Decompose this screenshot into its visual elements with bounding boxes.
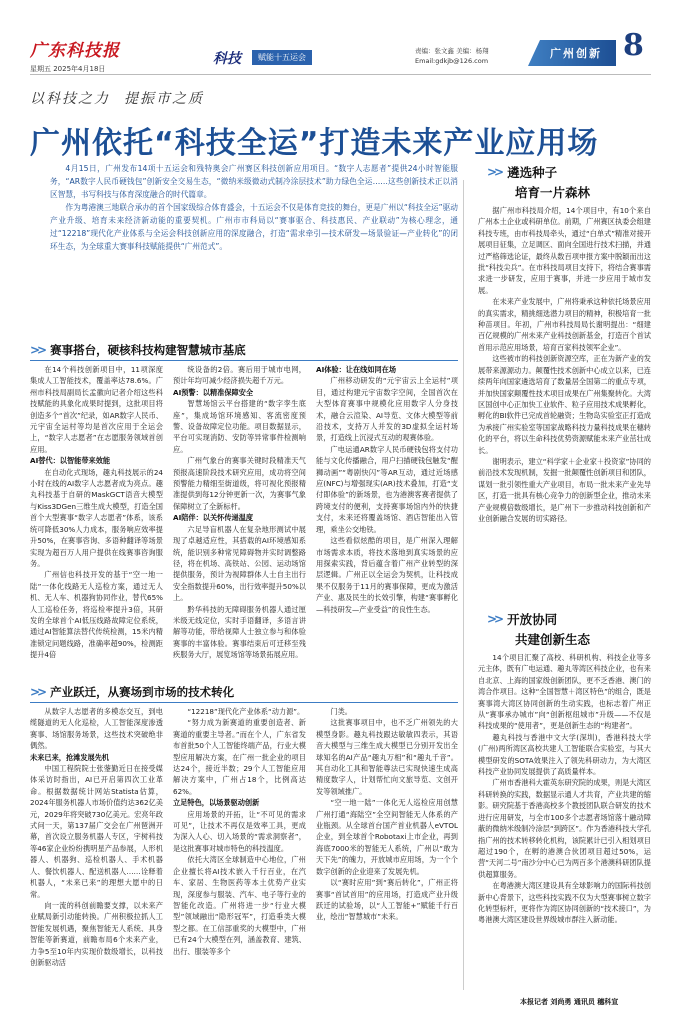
header-divider: [30, 74, 651, 75]
paragraph: 这些被市的科技创新资源空库，正在为新产业的发展带来源源动力。颠覆性技术创新中心成立以来，已连续两年向国家遴选培育了数量居全国第二的重点专项，并加快国家颠覆性技术项目成果在广州集聚转化。大湾区国创中心正加快工业软件、粒子应用技术成果孵化，孵化的BI软件已完成首轮融资；生物岛实验室正打造成为承接广州实验室等国家战略科技力量科技成果在穗转化的平台，将以生命科技优势资源赋能未来产业茁壮成长。: [478, 354, 651, 455]
paragraph: 在14个科技创新项目中，11项深度集成人工智能技术，覆盖率达78.6%。广州市科技局副局长孟徽向记者介绍这些科技赋能的具象化成果时提到，这批项目将创造多个“首次”纪录，如AR数字人民币、元宇宙全运村等均是首次应用于全运会上，“数字人志愿者”在志愿服务领域首创应用。: [30, 365, 163, 454]
kicker-part-1: 以科技之力: [30, 91, 110, 107]
article-column: [173, 364, 306, 661]
section-title-line-1: 开放协同: [507, 612, 558, 627]
subheading: AI替代：以智能带来效能: [30, 456, 111, 466]
column-tag: 赋能十五运会: [252, 50, 312, 65]
lead-para-2: 作为粤港澳三地联合承办的首个国家级综合体育盛会，十五运会不仅是体育竞技的舞台，更是广州以“科技全运”驱动产业升级、培育未来经济新动能的重要契机。广州市市科局以“赛事驱合、科技惠民、产业联动”为核心理念，通过“12218”现代化产业体系与全运会科技创新应用的深度融合，打造“需求牵引—技术研发—场景验证—产业转化”的闭环生态，为全球重大赛事科技赋能提供“广州范式”。: [50, 203, 458, 251]
editor-email: Email:gdkjb@126.com: [415, 57, 489, 65]
paragraph: 门类。: [330, 707, 352, 716]
paragraph: 广州信也科技开发的基于“空一地一陆”一体化线路无人巡检方案，通过无人机、无人车、机器狗协同作业，替代65%人工巡检任务，将巡检率提升3倍，其研发的全球首个AI低压线路故障定位系统，通过AI智能算法替代传统检测，15米内精准锁定问题线路，准确率超90%，检测距提升4倍: [30, 570, 163, 660]
section-heading-2: [30, 684, 458, 703]
paragraph: 广州移动研发的“元宇宙云上全运村”项目，通过构建元宇宙数字空间，全国首次在大型体育赛事中规模化应用数字人分身技术，融合云渲染、AI导览、文体大模型等前沿技术，支持万人并发的3D虚拟全运村场景，打造线上沉浸式互动的观赛体验。: [316, 376, 458, 443]
editor-names: 责编：张文鑫 美编：杨翔: [415, 47, 489, 55]
chevron-icon: >>: [30, 685, 45, 699]
paragraph: 在粤港澳大湾区建设具有全球影响力的国际科技创新中心背景下，这些科技实践不仅为大型赛事树立数字化转型标杆，更将作为湾区协同创新的“技术接口”，为粤港澳大湾区建设世界级城市群注入新动能。: [478, 881, 651, 925]
issue-date: 星期五 2025年4月18日: [30, 65, 106, 73]
article-column: [30, 706, 163, 968]
paragraph: 统设备的2倍。赛后用于城市电网，预计年均可减少经济损失超千万元。: [173, 365, 306, 386]
section-title: 赛事搭台，硬核科技构建智慧城市基底: [50, 343, 246, 357]
paragraph: “空一地一陆”一体化无人巡检应用创慧广州打通“海陆空”全空间智能无人体系的产业瓶颈。从全球首台国产首业机器人eVTOL企业，到全球首个Robotaxi上市企业，再到海底7000米的智能无人系统，广州以“敢为天下先”的魄力，开放城市应用场，为一个个数字创新的企业迎来了发展先机。: [316, 798, 458, 876]
section-heading-3: [487, 163, 651, 201]
paragraph: 趣丸科技与香港中文大学(深圳)，香港科技大学(广州)两所湾区高校共建人工智能联合实验室，与其大模型研发的SOTA效果注入了领先科研动力，为大湾区科技产业协同发展提供了高质量样本。: [478, 732, 651, 777]
subheading: 立足特色，以场景驱动创新: [173, 798, 260, 808]
page-title: 广州依托“科技全运”打造未来产业应用场: [30, 126, 599, 161]
paragraph: 向一流的科创前瞻要支撑，以未来产业赋局新引动能转换。广州积极拉抓人工智能发展机遇，聚焦智能无人系统、具身智能等新赛道，前瞻布局6个未来产业，力争5至10年内实现价数级增长，以科技创新驱动活: [30, 900, 163, 967]
chevron-icon: >>: [487, 612, 502, 626]
subheading: AI预警：以精准保障安全: [173, 387, 254, 397]
paragraph: 依托大湾区全球制造中心地位，广州企业擅长将AI技术嵌入千行百业，在汽车、家居、生物医药等本土优势产业实现，深度参与服装、汽车、电子等行业的智能化改造。广州将进一步“行业大模型”领域融出“隐形冠军”，打造垂类大模型之都。在工信部重奖的大模型中，广州已有24个大模型在列，涵盖教育、建筑、出行、服装等多个: [173, 855, 306, 956]
paragraph: 黔华科技的无障碍服务机器人通过厘米级无线定位，实时手语翻译，多语言讲解等功能，带给视障人士独立参与和体验赛事的丰富体验。赛事结束后可迁移至残疾服务大厅，展览场馆等场景拓展应用。: [173, 604, 306, 660]
paragraph: 14个项目汇聚了高校、科研机构、科技企业等多元主体，既有广电运通、趣丸等湾区科技企业，也有来自北京、上海的国家级创新团队，更不乏香港、澳门的湾合作项目。这种“全国智慧＋湾区特色”的组合，既是赛事湾大湾区协同创新的生动实践，也标志着广州正从“赛事承办城市”向“创新枢纽城市”升级——不仅是科技成果的“使用者”，更是创新生态的“构建者”。: [478, 653, 651, 731]
paragraph: 智慧场馆云平台搭建的“数字孪生底座”，集成场馆环境感知、客流密度预警、设备故障定位功能。项目数据显示，平台可实现消防、安防等异常事件检测响应。: [173, 399, 306, 454]
paragraph: 广州市香港科大霍英东研究院的成果，则是大湾区科研转换的实践，数据显示通人才共育，产业共建的缩影。研究院基于香港高校多个教授团队联合研发的技术进行应用研发，与全市100多个志愿者场馆落十融动障蔽的微纳米级制冷涂层“到跨区”。作为香港科技大学孔指广州的技术转移转化机构，该院累计已引入相划项目超过190个，在孵的港澳合伙团项目超过50%，运营“天河二号”南沙分中心已为两百多个港澳科研团队提供超算服务。: [478, 778, 651, 879]
newspaper-logo: 广东科技报: [30, 41, 120, 61]
article-column: [173, 706, 306, 957]
editor-credits: [415, 46, 489, 66]
kicker-part-2: 提振市之质: [124, 91, 204, 107]
paragraph: 据广州市科技局介绍，14个项目中，有10个来自广州本土企业或科研单位。前期，广州赛区执委会组建科技专班，由市科技局牵头，通过“白单式”精准对接开展项目征集，立足调区、面向全国进行技术扫描，并通过严格筛选论证，最终从数百项申报方案中脱颖而出这批“科技尖兵”。在市科技局项目支持下，将结合赛事需求进一步研发，应用于赛事，并进一步应用于城市发展。: [478, 206, 651, 295]
section-title: 产业跃迁，从赛场到市场的技术转化: [50, 685, 235, 699]
masthead: [0, 0, 681, 76]
paragraph: “努力成为新赛道的重要创造者、新赛道的重要主导者。”而在个人，广东省发布首批50个人工智能终端产品，行业大模型应用解决方案，在广州一批企业的项目达24个，接近半数；29个人工智能应用解决方案中，广州占18个，比例高达62%。: [173, 718, 306, 796]
section-title-line-1: 遴选种子: [507, 165, 558, 180]
subheading: AI陪伴：以关怀传递温度: [173, 513, 254, 523]
paragraph: 从数字人志愿者的多模态交互，到电缆隧道的无人化巡检，人工智能深度渗透赛事、场馆服务场景，这些技术突破绝非偶然。: [30, 707, 163, 751]
section-heading-4: [487, 610, 651, 648]
paragraph: 广州气象台的赛事关键时段精准天气预报高速阶段技术研究应用，成功将空间预警能力精细至街道级，将可视化预报精准提供到每12分钟更新一次，为赛事气象保障树立了全新标杆。: [173, 456, 306, 511]
paragraph: 在自动化式现场，趣丸科技展示的24小时在线的AI数字人志愿者成为亮点。趣丸科技基于自研的MaskGCT语音大模型与Kiss3DGen三维生成大模型，打造全国首个大型赛事“数字人志愿者”体系，该系统可降低30%人力成本，服务响应效率提升50%，在赛事咨询、多语种翻译等场景实现为超百万人用户提供在线赛事咨询服务。: [30, 467, 163, 568]
paragraph: “12218”现代化产业体系“动力源”。: [187, 707, 305, 716]
lead-para-1: 4月15日，广州发布14项十五运会和残特奥会广州赛区科技创新应用项目。“数字人志愿者”提供24小时智能服务，“AR数字人民币硬钱包”创新安全交易生态，“微纳米级微动式制冷涂层技术”助力绿色全运……这些创新技术正以消区智慧，书写科技与体育深度融合的时代篇章。: [50, 164, 458, 199]
subheading: AI体验：让在线如同在场: [316, 365, 397, 374]
subheading: 未来已来，抢滩发展先机: [30, 752, 110, 762]
paragraph: 应用场景的开拓，让“不可见的需求可见”，让技术不再仅是效率工具，更成为深入人心、切入场景的“需求洞察者”，是这批赛事对城市特色的科技温度。: [173, 809, 306, 853]
lead-paragraph: [50, 162, 458, 253]
column-logo: 科技: [213, 51, 241, 67]
section-name: 广州创新: [550, 47, 602, 60]
paragraph: 谢明表示，建立“科学家＋企业家＋投资家”协同的前沿技术发现机制，发掘一批颠覆性创新项目和团队，谋划一批引领性重大产业项目，布局一批未来产业先导区，打造一批具有核心竞争力的创新型企业，推动未来产业规模倍数级增长，是广州下一步推动科技创新和产业创新融合发展的切实路径。: [478, 456, 651, 523]
article-column: [478, 652, 651, 926]
chevron-icon: >>: [487, 165, 502, 179]
article-column: [316, 364, 458, 615]
section-title-line-2: 培育一片森林: [515, 185, 591, 200]
kicker: [30, 88, 218, 108]
paragraph: 六足导盲机器人在复杂地形测试中展现了卓越适应性，其搭载的AI环境感知系统，能识别多种常见障碍物并实时调整路径，将在机场、高铁站、公园、运动场馆提供服务，预计为视障群体人士自主出行安全指数提升60%，出行效率提升50%以上。: [173, 524, 306, 603]
section-title-line-2: 共建创新生态: [515, 632, 591, 647]
paragraph: 这些看似炫酷的项目，是广州深入理解市场需求本质，将技术落地到真实场景的应用探索实践，背后蕴含着广州产业转型的深层逻辑。广州正以全运会为契机，让科技成果不仅服务于11月的赛事保障，更成为激活产业、惠及民生的长效引擎，构建“赛事孵化—科技研发—产业受益”的良性生态。: [316, 536, 458, 614]
article-column: [478, 205, 651, 524]
column-divider: [463, 180, 464, 990]
paragraph: 以“赛时应用”到“赛后转化”，广州正将赛事“首试首用”的应用场，打造成产业升级跃迁的试验场，以“人工智能+”赋能千行百业，绘出“智慧城市”未来。: [316, 878, 458, 922]
byline: 本报记者 刘尚勇 通讯员 穗科宣: [520, 998, 619, 1006]
paragraph: 这批赛事项目中，也不乏广州领先的大模型身影。趣丸科技跟达敏敏四表示，其语音大模型与三维生成大模型已分别开发出全球知名的AI产品“趣丸万相”和“趣丸千音”。其自动化工具和智能尊法已实现快速生成高精度数字人，计划帮忙向文旅导览、文创开发等领域推广。: [316, 718, 458, 796]
article-column: [316, 706, 458, 923]
page-number: 8: [623, 28, 644, 63]
paragraph: 广电运通AR数字人民币硬钱包将支付功能与文化传播融合，用户扫描硬钱包触发“醒狮动画”“粤剧快闪”等AR互动，通过近场感应(NFC)与增强现实(AR)技术叠加，打造“支付即体验”的新场景，也为港澳客赛者提供了跨境支付的便利，支持赛事场馆内外的快捷支付，未来还将覆盖场馆、酒店智能出入管理，乘坐公交地铁。: [316, 444, 458, 534]
chevron-icon: >>: [30, 343, 45, 357]
section-heading-1: [30, 342, 458, 361]
article-column: [30, 364, 163, 661]
paragraph: 在未来产业发展中，广州将秉承这种依托场景应用的真实需求，精挑细选潜力项目的精神，积极培育一批种苗项目。年初，广州市科技局局长谢明提出：“细建百亿规模的广州未来产业科技创新基金，打造百个首试首用示范应用场景，培育百家科技领军企业”。: [478, 297, 651, 352]
paragraph: 中国工程院院士张蓥勤近日在接受媒体采访时指出，AI已开启第四次工业革命。根据数据统计网站Statista估算，2024年服务机器人市场价值约达362亿美元，2029年将突破730亿美元。宏亮年政式问一天，第137届广交会在广州琶洲开幕，首次设立服务机器人专区，宇树科技等46家企业纷纷携明星产品参展，人形机器人、机器狗、巡检机器人、手术机器人、餐饮机器人、配送机器人……诠释着机器人，“未来已来”的理想大愿中的日常。: [30, 764, 163, 899]
